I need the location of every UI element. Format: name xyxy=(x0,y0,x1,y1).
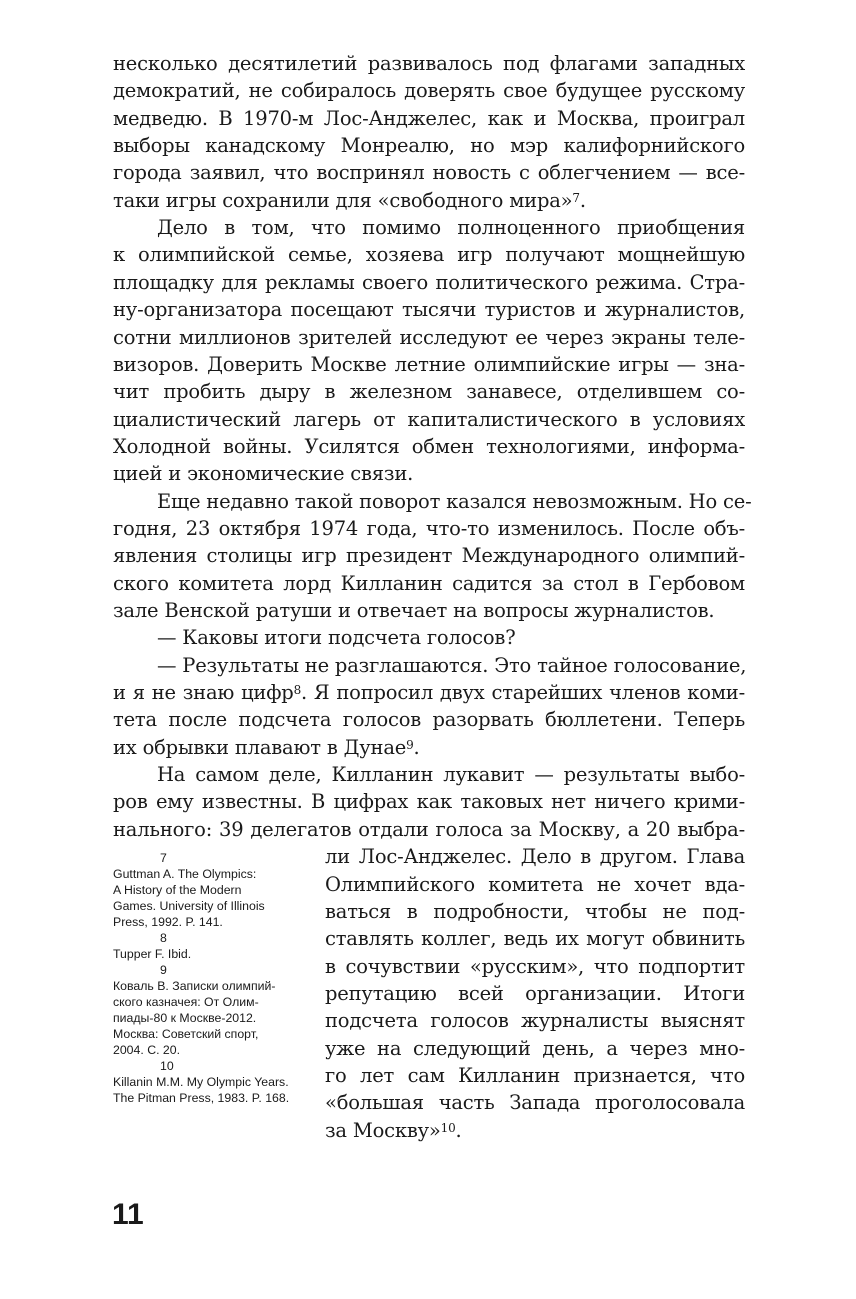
line-text: за Москву» xyxy=(325,1118,441,1142)
text-line xyxy=(325,1062,745,1089)
footnote-text: Games. University of Illinois xyxy=(113,899,265,913)
footnote-number: 10 xyxy=(160,1059,174,1073)
text-line xyxy=(113,324,745,351)
text-line xyxy=(113,433,745,460)
text-line xyxy=(113,132,745,159)
line-text-tail: . xyxy=(455,1118,462,1142)
line-text: «большая часть Запада проголосовала xyxy=(325,1091,745,1115)
line-text: сотни миллионов зрителей исследуют ее через экраны теле- xyxy=(113,325,745,349)
line-text: демократий, не собиралось доверять свое будущее русскому xyxy=(113,79,745,103)
footnote-ref[interactable]: 7 xyxy=(572,190,580,205)
footnote-text: Killanin M.M. My Olympic Years. xyxy=(113,1075,289,1089)
line-text: ну-организатора посещают тысячи туристов и журналистов, xyxy=(113,298,745,322)
text-line xyxy=(325,1089,745,1116)
line-text: к олимпийской семье, хозяева игр получают мощнейшую xyxy=(113,243,745,267)
footnote-number: 7 xyxy=(160,851,167,865)
line-text: го лет сам Килланин признается, что xyxy=(325,1063,745,1087)
line-text: ли Лос-Анджелес. Дело в другом. Глава xyxy=(325,845,745,869)
footnotes xyxy=(113,850,323,1106)
line-text: циалистический лагерь от капиталистического в условиях xyxy=(113,407,745,431)
line-text: и я не знаю цифр xyxy=(113,681,294,705)
footnote-text: Guttman A. The Olympics: xyxy=(113,867,257,881)
line-text: Еще недавно такой поворот казался невозможным. Но се- xyxy=(157,489,752,513)
line-text: Олимпийского комитета не хочет вда- xyxy=(325,872,745,896)
text-line xyxy=(325,1035,745,1062)
line-text: визоров. Доверить Москве летние олимпийские игры — зна- xyxy=(113,352,745,376)
text-line xyxy=(113,597,745,624)
text-line xyxy=(325,1007,745,1034)
text-line xyxy=(325,980,745,1007)
text-line xyxy=(113,734,745,761)
footnote-text: A History of the Modern xyxy=(113,883,242,897)
text-line xyxy=(325,925,745,952)
line-text: зале Венской ратуши и отвечает на вопросы журналистов. xyxy=(113,599,715,622)
footnote-text: Press, 1992. P. 141. xyxy=(113,915,223,929)
footnote-ref[interactable]: 10 xyxy=(440,1120,456,1135)
text-line xyxy=(113,105,745,132)
line-text: явления столицы игр президент Международного олимпий- xyxy=(113,544,745,568)
text-line xyxy=(113,816,745,843)
line-text: выборы канадскому Монреалю, но мэр калифорнийского xyxy=(113,134,745,158)
line-text: медведю. В 1970-м Лос-Анджелес, как и Москва, проиграл xyxy=(113,106,745,130)
line-text: несколько десятилетий развивалось под флагами западных xyxy=(113,52,745,75)
text-line xyxy=(157,652,745,679)
footnote-number: 9 xyxy=(160,963,167,977)
line-text: Дело в том, что помимо полноценного приобщения xyxy=(157,216,745,240)
footnote-text: Москва: Советский спорт, xyxy=(113,1027,259,1041)
line-text: подсчета голосов журналисты выяснят xyxy=(325,1009,745,1033)
line-text: — Результаты не разглашаются. Это тайное голосование, xyxy=(157,653,747,677)
text-line xyxy=(113,269,745,296)
text-line xyxy=(113,706,745,733)
footnote-text: The Pitman Press, 1983. P. 168. xyxy=(113,1091,290,1105)
text-line xyxy=(325,953,745,980)
page-number: 11 xyxy=(112,1198,144,1231)
text-line xyxy=(113,788,745,815)
line-text: в сочувствии «русским», что подпортит xyxy=(325,954,745,978)
line-text: репутацию всей организации. Итоги xyxy=(325,981,745,1005)
line-text: тета после подсчета голосов разорвать бюллетени. Теперь xyxy=(113,708,745,732)
line-text: ского комитета лорд Килланин садится за стол в Гербовом xyxy=(113,571,745,595)
text-line xyxy=(113,570,745,597)
line-text: Холодной войны. Усилятся обмен технологиями, информа- xyxy=(113,434,745,458)
line-text-tail: . xyxy=(579,188,586,212)
text-line xyxy=(325,843,745,870)
footnote-ref[interactable]: 9 xyxy=(406,737,414,752)
line-text: города заявил, что воспринял новость с облегчением — все- xyxy=(113,161,745,185)
footnote-text: ского казначея: От Олим- xyxy=(113,995,259,1009)
line-text: уже на следующий день, а через мно- xyxy=(325,1036,745,1060)
footnote-text: пиады-80 к Москве-2012. xyxy=(113,1011,257,1025)
text-line xyxy=(113,378,745,405)
footnote-text: 2004. С. 20. xyxy=(113,1043,180,1057)
text-line xyxy=(325,898,745,925)
line-text: их обрывки плавают в Дунае xyxy=(113,735,407,759)
text-line xyxy=(113,241,745,268)
text-line xyxy=(113,50,745,77)
line-text: таки игры сохранили для «свободного мира» xyxy=(113,188,573,212)
text-line xyxy=(113,296,745,323)
line-text: нального: 39 делегатов отдали голоса за Москву, а 20 выбра- xyxy=(113,817,745,841)
footnote-text: Tupper F. Ibid. xyxy=(113,947,192,961)
text-line xyxy=(157,214,745,241)
line-text: цией и экономические связи. xyxy=(113,462,414,486)
text-line xyxy=(113,460,745,487)
text-line xyxy=(157,624,745,651)
text-line xyxy=(113,77,745,104)
text-line xyxy=(113,515,745,542)
text-line xyxy=(325,871,745,898)
text-line xyxy=(157,761,745,788)
text-line xyxy=(113,351,745,378)
line-text: ваться в подробности, чтобы не под- xyxy=(325,899,745,923)
line-text: ров ему известны. В цифрах как таковых нет ничего крими- xyxy=(113,790,745,814)
line-text: ставлять коллег, ведь их могут обвинить xyxy=(325,927,745,951)
text-line xyxy=(113,187,745,214)
line-text-tail: . xyxy=(413,735,420,759)
footnote-number: 8 xyxy=(160,931,167,945)
text-line xyxy=(113,542,745,569)
text-line xyxy=(113,159,745,186)
line-text: площадку для рекламы своего политического режима. Стра- xyxy=(113,270,745,294)
line-text: — Каковы итоги подсчета голосов? xyxy=(157,626,516,650)
footnote-ref[interactable]: 8 xyxy=(293,683,302,698)
text-line xyxy=(113,406,745,433)
line-text-tail: . Я попросил двух старейших членов коми- xyxy=(301,681,745,705)
line-text: годня, 23 октября 1974 года, что-то изменилось. После объ- xyxy=(113,516,745,540)
text-line xyxy=(113,679,745,706)
text-line xyxy=(157,488,752,515)
line-text: На самом деле, Килланин лукавит — результаты выбо- xyxy=(157,763,745,787)
footnote-text: Коваль В. Записки олимпий- xyxy=(113,979,276,993)
text-line xyxy=(325,1117,745,1144)
line-text: чит пробить дыру в железном занавесе, отделившем со- xyxy=(113,380,745,404)
